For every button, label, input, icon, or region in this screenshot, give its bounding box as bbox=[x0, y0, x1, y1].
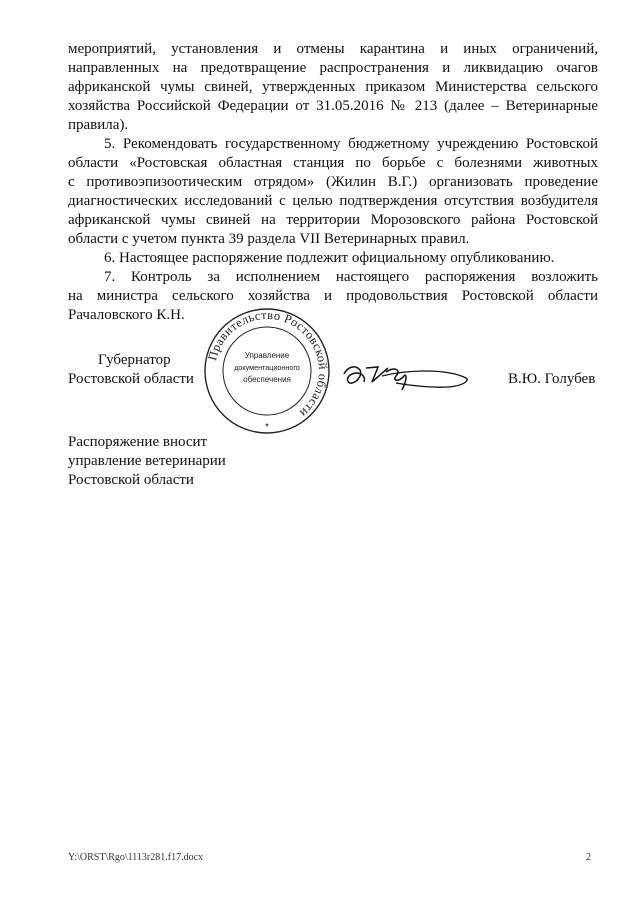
paragraph-5-line-1: 5. Рекомендовать государственному бюджетному учреждению Ростовской bbox=[104, 136, 598, 152]
paragraph-7-line-3: Рачаловского К.Н. bbox=[68, 307, 185, 323]
paragraph-5-line-4: диагностических исследований с целью подтверждения отсутствия возбудителя bbox=[68, 193, 598, 209]
paragraph-5-line-2: области «Ростовская областная станция по борьбе с болезнями животных bbox=[68, 155, 598, 171]
body-line-3: африканской чумы свиней, утвержденных приказом Министерства сельского bbox=[68, 79, 598, 95]
paragraph-5-line-3: с противоэпизоотическим отрядом» (Жилин В.Г.) организовать проведение bbox=[68, 174, 598, 190]
paragraph-5-line-6: области с учетом пункта 39 раздела VII Ветеринарных правил. bbox=[68, 231, 470, 247]
stamp-center-line-3: обеспечения bbox=[243, 375, 291, 384]
footer-file-path: Y:\ORST\Rgo\1113r281.f17.docx bbox=[68, 852, 204, 863]
footer-page-number: 2 bbox=[586, 852, 591, 863]
paragraph-6: 6. Настоящее распоряжение подлежит официальному опубликованию. bbox=[104, 250, 555, 266]
body-line-1: мероприятий, установления и отмены карантина и иных ограничений, bbox=[68, 41, 598, 57]
stamp-ring-text: Правительство Ростовской области bbox=[205, 307, 331, 421]
signer-name: В.Ю. Голубев bbox=[508, 371, 596, 387]
handwritten-signature bbox=[336, 356, 472, 398]
paragraph-7-line-2: на министра сельского хозяйства и продовольствия Ростовской области bbox=[68, 288, 598, 304]
stamp-center-line-2: документационного bbox=[234, 363, 300, 372]
sender-line-1: Распоряжение вносит bbox=[68, 434, 208, 450]
body-line-5: правила). bbox=[68, 117, 129, 133]
paragraph-7-line-1: 7. Контроль за исполнением настоящего распоряжения возложить bbox=[104, 269, 598, 285]
body-line-4: хозяйства Российской Федерации от 31.05.2016 № 213 (далее – Ветеринарные bbox=[68, 98, 598, 114]
signer-position-line-2: Ростовской области bbox=[68, 371, 194, 387]
stamp-center-line-1: Управление bbox=[244, 351, 290, 360]
body-line-2: направленных на предотвращение распространения и ликвидацию очагов bbox=[68, 60, 598, 76]
signer-position-line-1: Губернатор bbox=[98, 352, 171, 368]
stamp-star: * bbox=[265, 422, 269, 433]
sender-line-3: Ростовской области bbox=[68, 472, 194, 488]
sender-line-2: управление ветеринарии bbox=[68, 453, 226, 469]
official-stamp bbox=[203, 307, 331, 435]
paragraph-5-line-5: африканской чумы свиней на территории Морозовского района Ростовской bbox=[68, 212, 598, 228]
